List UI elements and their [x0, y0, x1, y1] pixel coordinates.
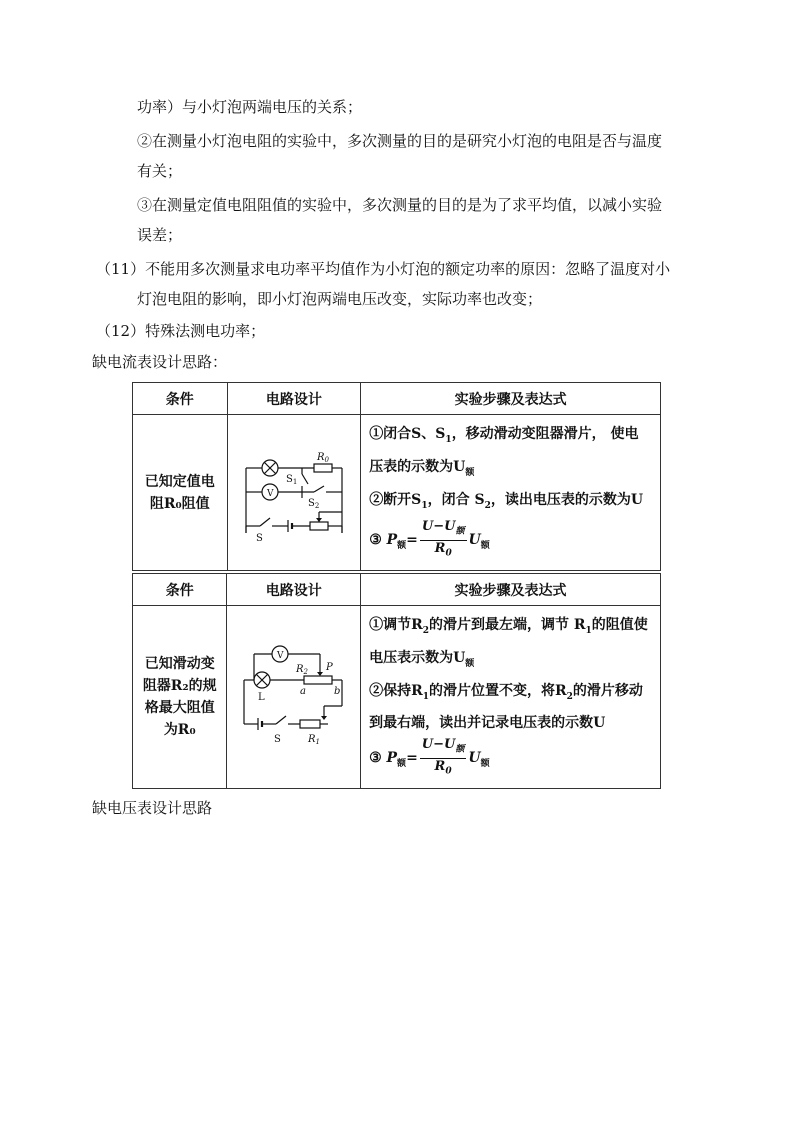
paragraph-10: 缺电压表设计思路 [92, 799, 213, 817]
r0-label: $R_0$ [316, 451, 329, 464]
table-row [133, 606, 661, 789]
table-header-row [133, 574, 661, 606]
paragraph-7: 灯泡电阻的影响，即小灯泡两端电压改变，实际功率也改变； [137, 290, 543, 308]
paragraph-3: 有关； [137, 162, 183, 180]
step-1-cont: 压表的示数为$U_额$ [369, 458, 475, 478]
header-circuit: 电路设计 [227, 383, 361, 415]
header-condition: 条件 [133, 383, 228, 415]
condition-line: 已知滑动变 [144, 656, 215, 673]
condition-cell [133, 415, 228, 571]
condition-cell [133, 606, 227, 789]
table-missing-ammeter [132, 382, 661, 571]
table-known-rheostat [132, 573, 661, 789]
step-1: ①调节$R_2$的滑片到最左端，调节 $R_1$的阻值使 [369, 617, 648, 636]
step-2: ②断开$S_1$，闭合 $S_2$，读出电压表的示数为U [369, 491, 644, 511]
table-row [133, 415, 661, 571]
header-circuit: 电路设计 [227, 574, 361, 606]
steps-cell [361, 606, 661, 789]
paragraph-8: （12）特殊法测电功率； [96, 322, 266, 340]
paragraph-2: ②在测量小灯泡电阻的实验中，多次测量的目的是研究小灯泡的电阻是否与温度 [137, 132, 663, 150]
step-2-cont: 到最右端，读出并记录电压表的示数U [369, 715, 606, 732]
circuit-diagram-2 [234, 632, 354, 762]
b-label: b [333, 686, 341, 698]
s2-label: $S_2$ [307, 497, 320, 510]
condition-line: 格最大阻值 [144, 700, 215, 717]
condition-line: 阻R₀阻值 [149, 495, 210, 512]
step-1: ①闭合S、$S_1$，移动滑动变阻器滑片， 使电 [369, 426, 639, 445]
condition-line: 已知定值电 [144, 473, 215, 490]
l-label: L [257, 692, 265, 704]
voltmeter-label: V [266, 488, 274, 499]
condition-line: 为R₀ [163, 722, 196, 739]
steps-cell [361, 415, 661, 571]
step-3-formula: ③ $P_额=$ $\frac{U-U_额}{R_0}$ $U_额$ [369, 519, 652, 564]
table-header-row [133, 383, 661, 415]
formula-fraction: $\frac{U-U_额}{R_0}$ [421, 519, 465, 559]
r2-label: $R_2$ [295, 664, 308, 677]
paragraph-6: （11）不能用多次测量求电功率平均值作为小灯泡的额定功率的原因：忽略了温度对小 [96, 260, 671, 278]
step-3-formula: ③ $P_额=$ $\frac{U-U_额}{R_0}$ $U_额$ [369, 737, 652, 782]
step-1-cont: 电压表示数为$U_额$ [369, 649, 475, 669]
header-steps: 实验步骤及表达式 [361, 574, 661, 606]
circuit-diagram-1 [234, 438, 354, 548]
header-steps: 实验步骤及表达式 [361, 383, 661, 415]
s-label: S [255, 532, 263, 544]
voltmeter-label: V [276, 651, 284, 662]
p-label: P [325, 662, 333, 674]
step-2: ②保持$R_1$的滑片位置不变，将$R_2$的滑片移动 [369, 682, 643, 702]
paragraph-9: 缺电流表设计思路： [92, 353, 228, 371]
circuit-cell [227, 606, 361, 789]
s1-label: $S_1$ [285, 473, 298, 486]
paragraph-4: ③在测量定值电阻阻值的实验中，多次测量的目的是为了求平均值，以减小实验 [137, 196, 663, 214]
paragraph-5: 误差； [137, 226, 183, 244]
formula-fraction: $\frac{U-U_额}{R_0}$ [421, 737, 465, 777]
a-label: a [299, 686, 306, 698]
circuit-cell [227, 415, 361, 571]
paragraph-1: 功率）与小灯泡两端电压的关系； [137, 98, 363, 116]
condition-line: 阻器R₂的规 [142, 678, 217, 695]
s-label: S [273, 734, 281, 746]
r1-label: $R_1$ [307, 734, 320, 747]
header-condition: 条件 [133, 574, 227, 606]
